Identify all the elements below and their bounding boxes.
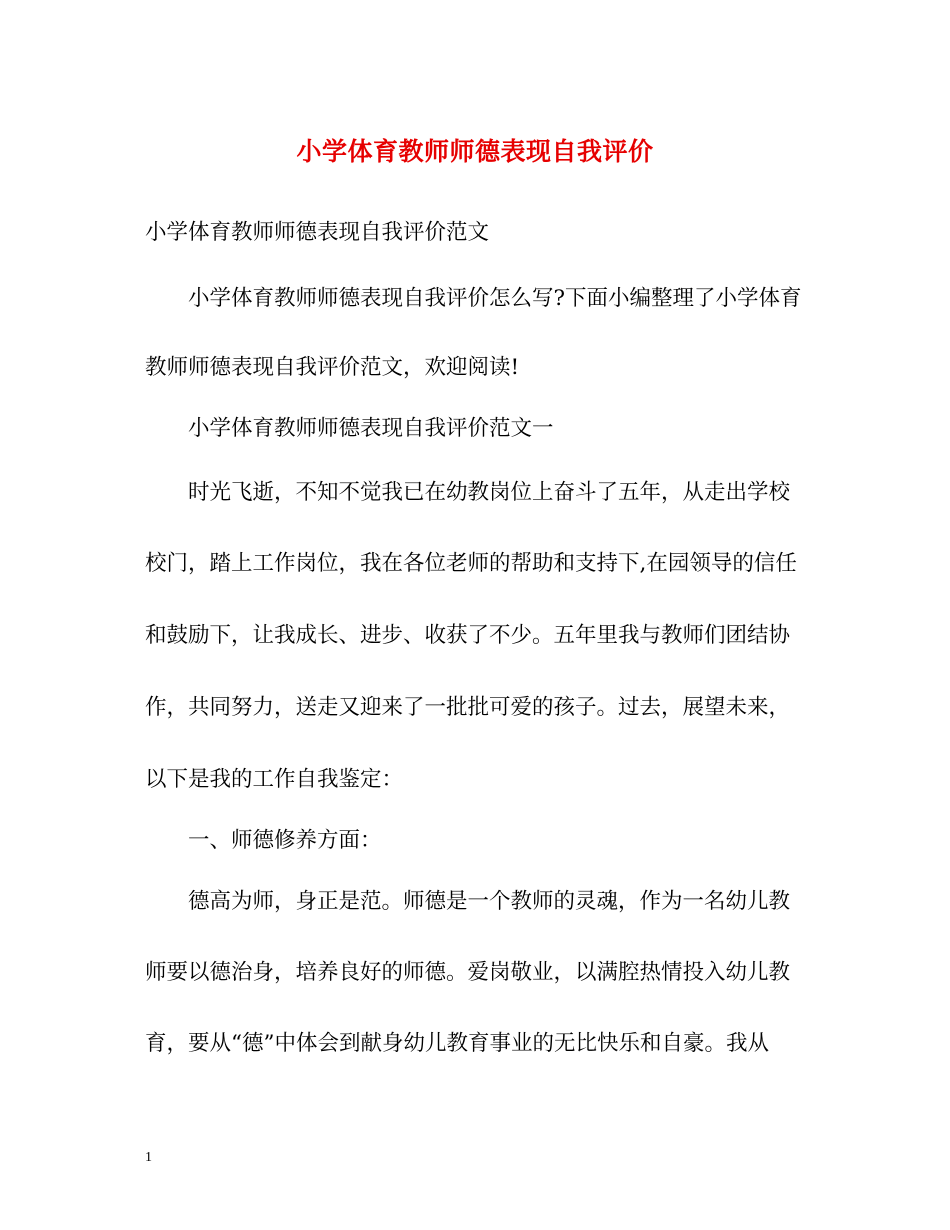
- section-heading: 一、师德修养方面：: [188, 828, 382, 853]
- paragraph-line: 以下是我的工作自我鉴定：: [145, 767, 404, 792]
- paragraph-line: 时光飞逝，不知不觉我已在幼教岗位上奋斗了五年，从走出学校: [188, 480, 791, 505]
- paragraph-line: 校门，踏上工作岗位，我在各位老师的帮助和支持下,在园领导的信任: [145, 551, 797, 576]
- paragraph-line: 小学体育教师师德表现自我评价怎么写?下面小编整理了小学体育: [188, 286, 802, 311]
- paragraph-line: 教师师德表现自我评价范文，欢迎阅读!: [145, 355, 520, 380]
- paragraph-line: 作，共同努力，送走又迎来了一批批可爱的孩子。过去，展望未来，: [145, 695, 791, 720]
- paragraph-line: 德高为师，身正是范。师德是一个教师的灵魂，作为一名幼儿教: [188, 889, 791, 914]
- section-heading: 小学体育教师师德表现自我评价范文一: [188, 416, 554, 441]
- page-title: 小学体育教师师德表现自我评价: [296, 137, 654, 166]
- page-number: 1: [145, 1150, 152, 1165]
- paragraph-line: 师要以德治身，培养良好的师德。爱岗敬业，以满腔热情投入幼儿教: [145, 960, 791, 985]
- paragraph-line: 和鼓励下，让我成长、进步、收获了不少。五年里我与教师们团结协: [145, 623, 791, 648]
- paragraph-line: 育，要从“德”中体会到献身幼儿教育事业的无比快乐和自豪。我从: [145, 1031, 769, 1056]
- subtitle-line: 小学体育教师师德表现自我评价范文: [145, 220, 490, 245]
